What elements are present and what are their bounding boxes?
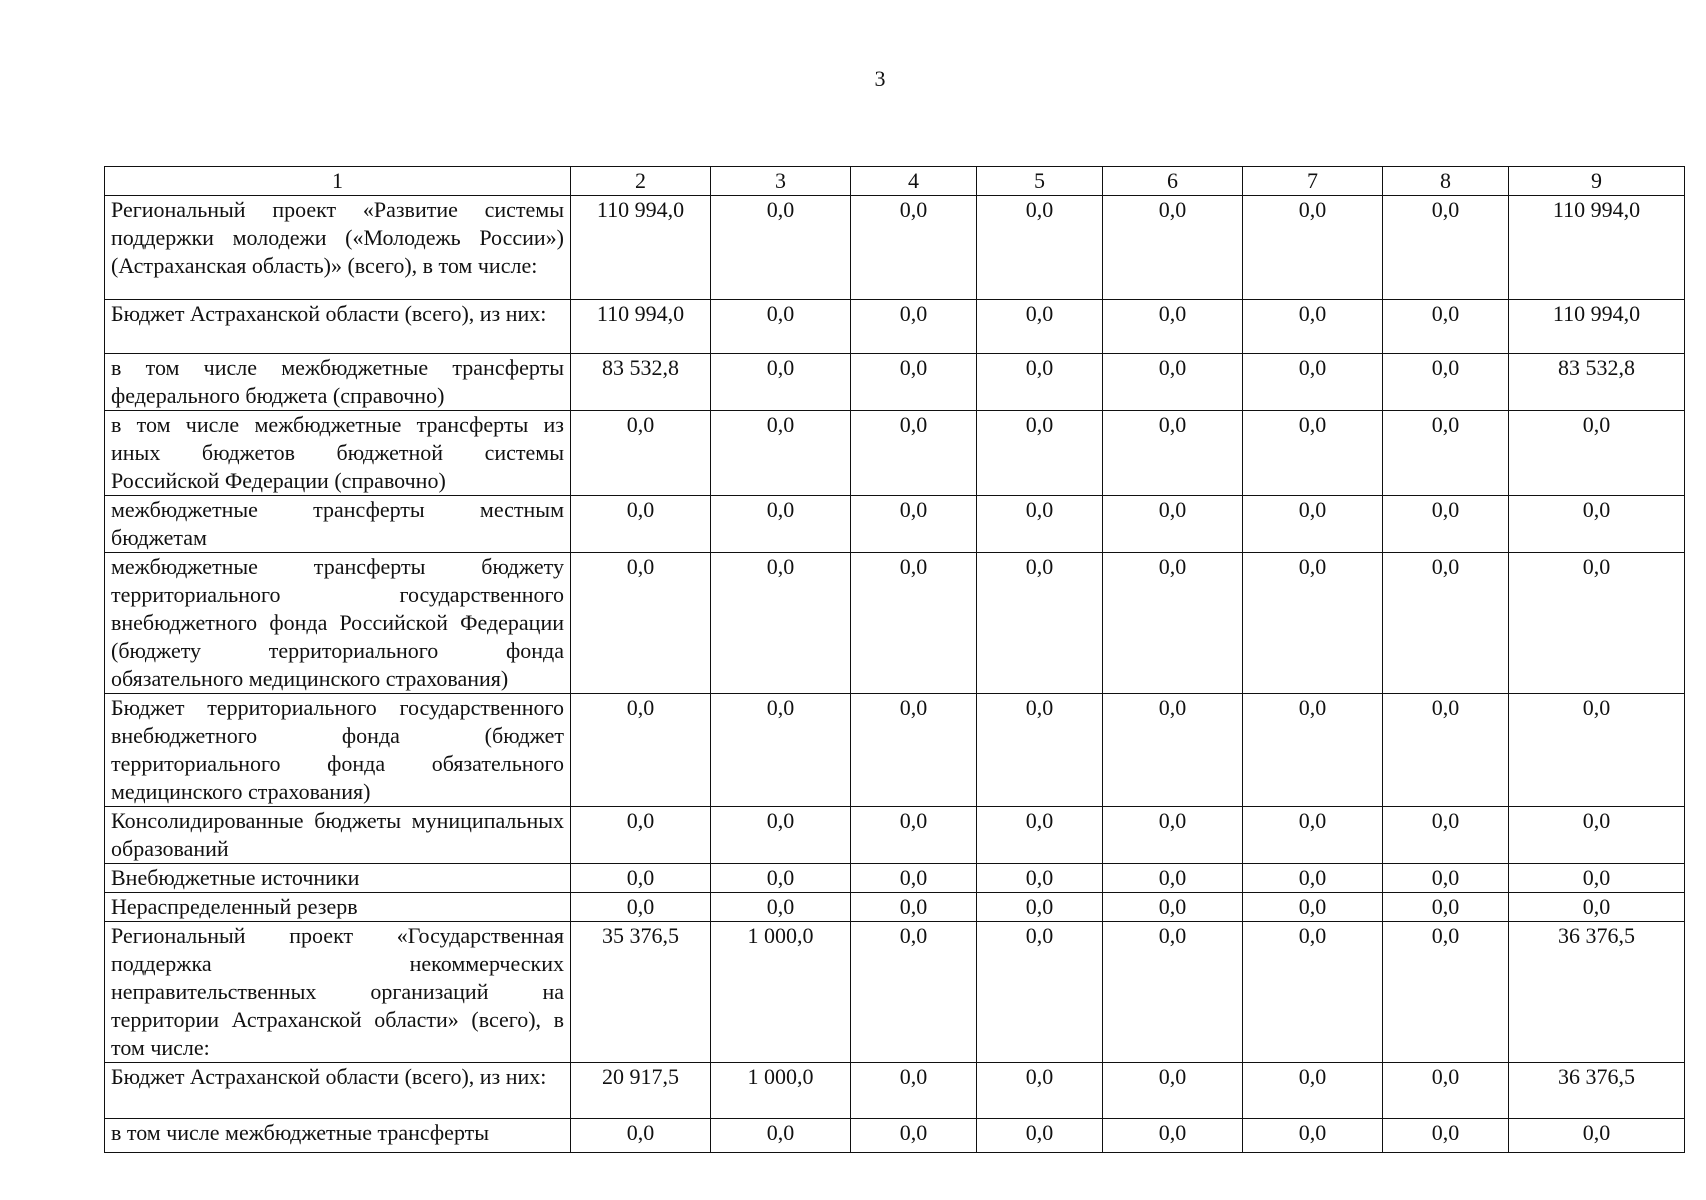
column-header: 1 [105,167,571,196]
cell-value: 0,0 [1243,1063,1383,1119]
column-header: 6 [1103,167,1243,196]
cell-value: 0,0 [851,196,977,300]
cell-value: 0,0 [571,864,711,893]
cell-value: 0,0 [1243,922,1383,1063]
cell-value: 0,0 [1243,893,1383,922]
cell-value: 0,0 [851,1119,977,1153]
cell-value: 0,0 [1509,553,1685,694]
table-row [105,694,1685,807]
cell-value: 0,0 [571,1119,711,1153]
cell-value: 0,0 [1103,196,1243,300]
cell-value: 0,0 [977,496,1103,553]
cell-value: 0,0 [711,864,851,893]
cell-value: 0,0 [1103,553,1243,694]
cell-value: 0,0 [977,1119,1103,1153]
cell-value: 0,0 [571,694,711,807]
cell-value: 0,0 [1103,807,1243,864]
cell-value: 0,0 [1509,496,1685,553]
cell-value: 0,0 [851,553,977,694]
cell-value: 0,0 [851,922,977,1063]
cell-value: 0,0 [1243,300,1383,354]
row-label: Бюджет Астраханской области (всего), из них: [105,300,571,354]
cell-value: 0,0 [851,1063,977,1119]
cell-value: 0,0 [1103,300,1243,354]
row-label: Бюджет Астраханской области (всего), из них: [105,1063,571,1119]
cell-value: 1 000,0 [711,1063,851,1119]
cell-value: 0,0 [571,496,711,553]
cell-value: 0,0 [1383,694,1509,807]
cell-value: 0,0 [1383,864,1509,893]
table-row [105,864,1685,893]
cell-value: 0,0 [851,864,977,893]
cell-value: 36 376,5 [1509,1063,1685,1119]
cell-value: 0,0 [1103,1063,1243,1119]
cell-value: 0,0 [851,354,977,411]
cell-value: 0,0 [711,893,851,922]
cell-value: 0,0 [1383,922,1509,1063]
cell-value: 0,0 [1103,694,1243,807]
row-label: межбюджетные трансферты местным бюджетам [105,496,571,553]
table-row [105,196,1685,300]
cell-value: 0,0 [571,893,711,922]
cell-value: 0,0 [711,1119,851,1153]
cell-value: 0,0 [1103,893,1243,922]
column-header: 9 [1509,167,1685,196]
cell-value: 0,0 [1103,354,1243,411]
cell-value: 0,0 [1509,411,1685,496]
table-row [105,1063,1685,1119]
table-row [105,354,1685,411]
row-label: Региональный проект «Развитие системы поддержки молодежи («Молодежь России») (Астраханская область)» (всего), в том числе: [105,196,571,300]
cell-value: 0,0 [571,411,711,496]
cell-value: 0,0 [1243,1119,1383,1153]
cell-value: 0,0 [1509,893,1685,922]
cell-value: 0,0 [711,807,851,864]
column-header: 3 [711,167,851,196]
table-row [105,300,1685,354]
cell-value: 0,0 [711,496,851,553]
cell-value: 0,0 [711,694,851,807]
cell-value: 0,0 [1383,496,1509,553]
cell-value: 0,0 [1509,694,1685,807]
cell-value: 0,0 [977,807,1103,864]
table-row [105,893,1685,922]
cell-value: 0,0 [711,411,851,496]
cell-value: 83 532,8 [571,354,711,411]
cell-value: 0,0 [711,553,851,694]
cell-value: 0,0 [1509,807,1685,864]
cell-value: 0,0 [977,1063,1103,1119]
cell-value: 0,0 [851,496,977,553]
cell-value: 0,0 [977,553,1103,694]
column-header: 2 [571,167,711,196]
cell-value: 110 994,0 [571,300,711,354]
cell-value: 0,0 [1383,354,1509,411]
cell-value: 0,0 [977,300,1103,354]
cell-value: 0,0 [1243,496,1383,553]
table-row [105,807,1685,864]
cell-value: 0,0 [571,807,711,864]
cell-value: 35 376,5 [571,922,711,1063]
row-label: Нераспределенный резерв [105,893,571,922]
column-header: 7 [1243,167,1383,196]
row-label: в том числе межбюджетные трансферты федерального бюджета (справочно) [105,354,571,411]
cell-value: 0,0 [1103,864,1243,893]
row-label: в том числе межбюджетные трансферты [105,1119,571,1153]
row-label: Консолидированные бюджеты муниципальных образований [105,807,571,864]
row-label: в том числе межбюджетные трансферты из иных бюджетов бюджетной системы Российской Федерации (справочно) [105,411,571,496]
column-header: 8 [1383,167,1509,196]
cell-value: 83 532,8 [1509,354,1685,411]
cell-value: 0,0 [1383,893,1509,922]
cell-value: 0,0 [1509,1119,1685,1153]
cell-value: 110 994,0 [1509,300,1685,354]
cell-value: 0,0 [1243,196,1383,300]
row-label: Региональный проект «Государственная поддержка некоммерческих неправительственных организаций на территории Астраханской области» (всего), в том числе: [105,922,571,1063]
cell-value: 0,0 [1383,1063,1509,1119]
cell-value: 0,0 [1383,411,1509,496]
cell-value: 0,0 [1243,694,1383,807]
cell-value: 0,0 [977,694,1103,807]
cell-value: 0,0 [1243,354,1383,411]
cell-value: 110 994,0 [1509,196,1685,300]
cell-value: 0,0 [1383,807,1509,864]
page-number: 3 [874,66,886,91]
cell-value: 0,0 [1383,196,1509,300]
cell-value: 0,0 [977,196,1103,300]
cell-value: 0,0 [1383,1119,1509,1153]
cell-value: 0,0 [851,694,977,807]
cell-value: 0,0 [711,354,851,411]
cell-value: 0,0 [977,864,1103,893]
table-row [105,922,1685,1063]
cell-value: 0,0 [1243,864,1383,893]
row-label: Внебюджетные источники [105,864,571,893]
cell-value: 0,0 [1103,1119,1243,1153]
cell-value: 0,0 [1243,411,1383,496]
table-row [105,1119,1685,1153]
cell-value: 0,0 [571,553,711,694]
cell-value: 0,0 [851,300,977,354]
table-row [105,411,1685,496]
cell-value: 0,0 [851,411,977,496]
cell-value: 0,0 [977,411,1103,496]
cell-value: 0,0 [1383,553,1509,694]
row-label: межбюджетные трансферты бюджету территориального государственного внебюджетного фонда Российской Федерации (бюджету территориального фонда обязательного медицинского страхования) [105,553,571,694]
cell-value: 0,0 [1103,411,1243,496]
cell-value: 1 000,0 [711,922,851,1063]
header-row [105,167,1685,196]
column-header: 5 [977,167,1103,196]
table-row [105,553,1685,694]
cell-value: 0,0 [1509,864,1685,893]
cell-value: 0,0 [977,354,1103,411]
budget-table [104,166,1685,1153]
cell-value: 0,0 [977,922,1103,1063]
cell-value: 0,0 [711,300,851,354]
cell-value: 110 994,0 [571,196,711,300]
column-header: 4 [851,167,977,196]
table-row [105,496,1685,553]
cell-value: 36 376,5 [1509,922,1685,1063]
cell-value: 0,0 [851,807,977,864]
cell-value: 0,0 [1103,922,1243,1063]
cell-value: 0,0 [1103,496,1243,553]
cell-value: 0,0 [977,893,1103,922]
row-label: Бюджет территориального государственного внебюджетного фонда (бюджет территориального фонда обязательного медицинского страхования) [105,694,571,807]
cell-value: 0,0 [851,893,977,922]
cell-value: 20 917,5 [571,1063,711,1119]
cell-value: 0,0 [711,196,851,300]
cell-value: 0,0 [1383,300,1509,354]
cell-value: 0,0 [1243,553,1383,694]
cell-value: 0,0 [1243,807,1383,864]
